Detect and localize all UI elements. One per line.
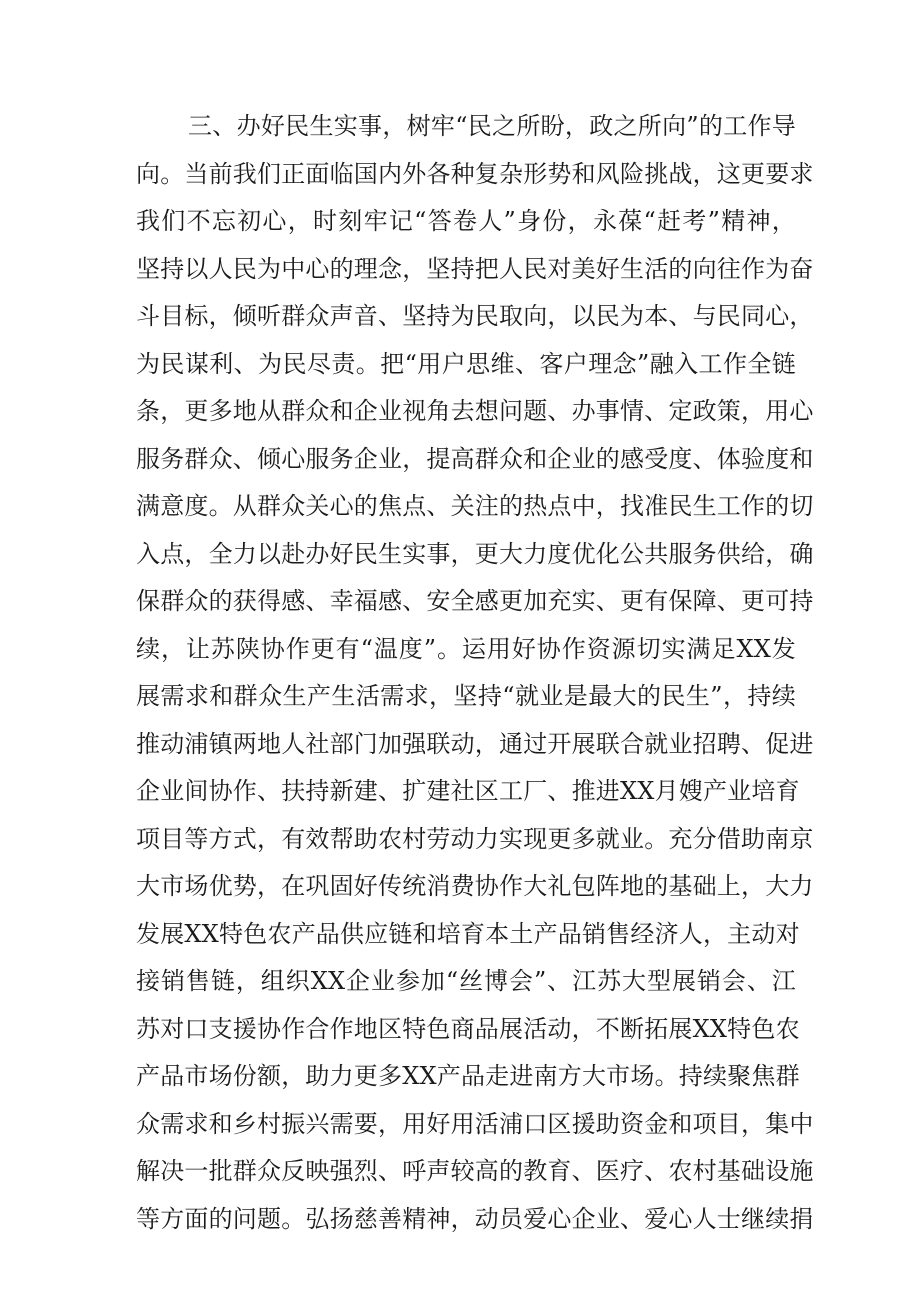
paragraph-line: 产品市场份额，助力更多XX产品走进南方大市场。持续聚焦群 [136,1062,800,1090]
paragraph-line: 保群众的获得感、幸福感、安全感更加充实、更有保障、更可持 [136,587,814,615]
paragraph-line: 入点，全力以赴办好民生实事，更大力度优化公共服务供给，确 [136,539,814,568]
paragraph-line: 众需求和乡村振兴需要，用好用活浦口区援助资金和项目，集中 [136,1109,814,1138]
paragraph-line: 企业间协作、扶持新建、扩建社区工厂、推进XX月嫂产业培育 [136,777,800,805]
paragraph-line: 斗目标，倾听群众声音、坚持为民取向，以民为本、与民同心， [136,302,814,330]
paragraph-line: 坚持以人民为中心的理念，坚持把人民对美好生活的向往作为奋 [136,254,814,283]
paragraph-line: 向。当前我们正面临国内外各种复杂形势和风险挑战，这更要求 [136,159,814,188]
paragraph-line: 三、办好民生实事，树牢“民之所盼，政之所向”的工作导 [188,112,796,140]
paragraph-line: 推动浦镇两地人社部门加强联动，通过开展联合就业招聘、促进 [136,729,814,758]
paragraph-line: 苏对口支援协作合作地区特色商品展活动，不断拓展XX特色农 [136,1014,800,1043]
paragraph-line: 接销售链，组织XX企业参加“丝博会”、江苏大型展销会、江 [136,967,796,995]
paragraph-line: 大市场优势，在巩固好传统消费协作大礼包阵地的基础上，大力 [136,872,814,900]
paragraph-line: 发展XX特色农产品供应链和培育本土产品销售经济人，主动对 [136,919,800,948]
paragraph-line: 我们不忘初心，时刻牢记“答卷人”身份，永葆“赶考”精神， [136,207,796,235]
paragraph-line: 满意度。从群众关心的焦点、关注的热点中，找准民生工作的切 [136,492,814,520]
paragraph-line: 续，让苏陕协作更有“温度”。运用好协作资源切实满足XX发 [136,634,796,663]
paragraph-body [136,103,814,1243]
paragraph-line: 为民谋利、为民尽责。把“用户思维、客户理念”融入工作全链 [136,349,796,378]
paragraph-line: 服务群众、倾心服务企业，提高群众和企业的感受度、体验度和 [136,444,814,473]
paragraph-line: 条，更多地从群众和企业视角去想问题、办事情、定政策，用心 [136,397,814,425]
paragraph-line: 解决一批群众反映强烈、呼声较高的教育、医疗、农村基础设施 [136,1157,814,1185]
paragraph-line: 项目等方式，有效帮助农村劳动力实现更多就业。充分借助南京 [136,824,814,853]
paragraph-line: 展需求和群众生产生活需求，坚持“就业是最大的民生”，持续 [136,682,796,710]
paragraph-line: 等方面的问题。弘扬慈善精神，动员爱心企业、爱心人士继续捐 [136,1204,814,1233]
